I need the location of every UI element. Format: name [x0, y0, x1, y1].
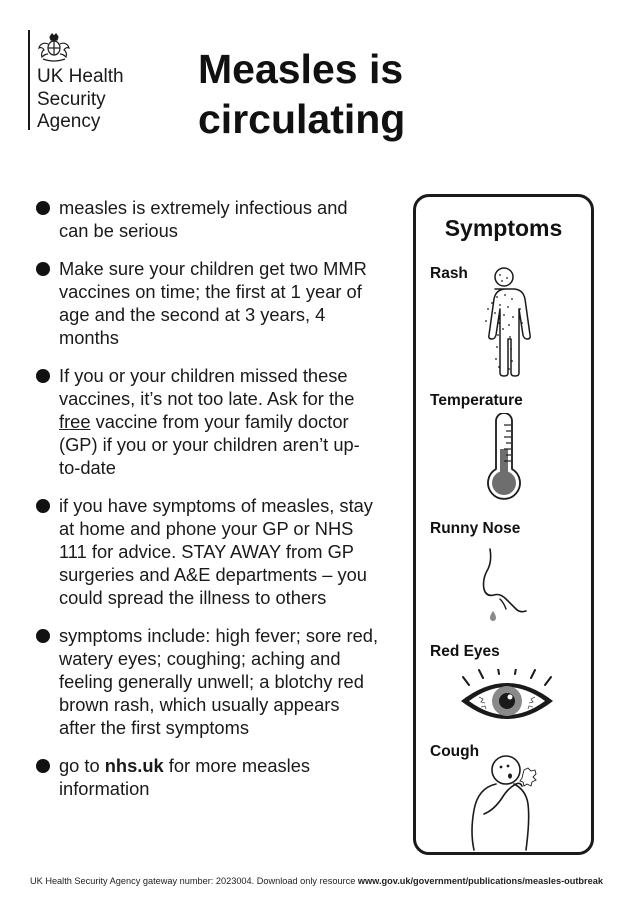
advice-text: go to — [59, 755, 100, 776]
advice-item — [36, 494, 381, 609]
footer-text: UK Health Security Agency gateway number: 2023004. Download only resource — [30, 876, 356, 886]
advice-text: vaccine from your family doctor (GP) if you or your children aren’t up-to-date — [59, 411, 360, 478]
advice-text: if you have symptoms of measles, stay at home and phone your GP or NHS 111 for advice. STAY AWAY from GP surgeries and A&E departments – you could spread the illness to others — [59, 495, 373, 608]
royal-crest-icon — [37, 32, 71, 62]
bullet-dot — [36, 499, 50, 513]
advice-text: for more measles information — [59, 755, 310, 799]
org-name-line: UK Health — [37, 66, 124, 87]
title-line: circulating — [198, 96, 406, 142]
symptom-label-rash: Rash — [430, 265, 468, 282]
free-emphasis: free — [59, 411, 91, 432]
coughing-person-icon — [462, 752, 546, 852]
symptoms-title: Symptoms — [444, 215, 563, 241]
bullet-dot — [36, 369, 50, 383]
bullet-dot — [36, 759, 50, 773]
bullet-dot — [36, 629, 50, 643]
organisation-name — [37, 66, 177, 134]
org-name-line: Agency — [37, 111, 101, 132]
symptom-label-cough: Cough — [430, 743, 480, 760]
advice-item — [36, 624, 381, 739]
symptoms-panel — [413, 194, 594, 855]
page-title — [198, 44, 405, 144]
advice-text: measles is extremely infectious and can be serious — [59, 197, 348, 241]
footer — [30, 876, 603, 886]
footer-url-link[interactable]: www.gov.uk/government/publications/measles-outbreak — [357, 876, 603, 886]
symptom-label-red-eyes: Red Eyes — [430, 643, 500, 660]
advice-item — [36, 257, 381, 349]
advice-text: If you or your children missed these vaccines, it’s not too late. Ask for the — [59, 365, 355, 409]
title-line: Measles is — [198, 46, 404, 92]
advice-list — [36, 196, 381, 815]
bullet-dot — [36, 201, 50, 215]
bullet-dot — [36, 262, 50, 276]
nhs-link[interactable]: nhs.uk — [104, 755, 164, 776]
advice-item — [36, 196, 381, 242]
symptom-label-runny-nose: Runny Nose — [430, 520, 521, 537]
logo-divider — [28, 30, 30, 130]
thermometer-icon — [482, 413, 526, 503]
advice-text: Make sure your children get two MMR vaccines on time; the first at 1 year of age and the second at 3 years, 4 months — [59, 258, 367, 348]
symptom-label-temperature: Temperature — [430, 392, 523, 409]
rash-person-icon — [471, 265, 537, 377]
org-name-line: Security — [37, 88, 106, 110]
runny-nose-icon — [480, 547, 530, 627]
advice-item — [36, 754, 381, 800]
red-eye-icon — [457, 669, 557, 729]
advice-item — [36, 364, 381, 479]
advice-text: symptoms include: high fever; sore red, watery eyes; coughing; aching and feeling generally unwell; a blotchy red brown rash, which usually appears after the first symptoms — [59, 625, 379, 738]
